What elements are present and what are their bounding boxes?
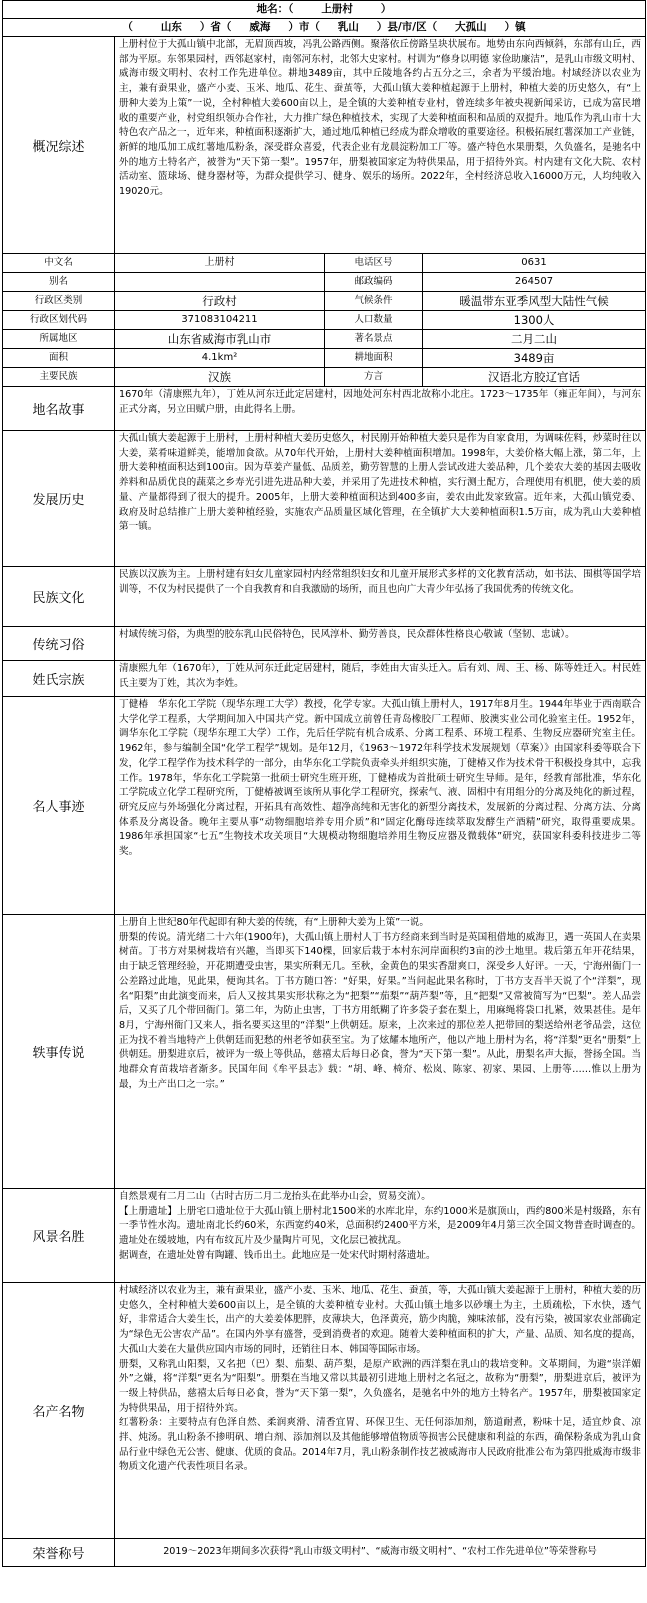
ethnic-value: 汉族	[115, 368, 325, 387]
address-city-unit: ）市（	[288, 21, 320, 33]
celebrity-label: 名人事迹	[3, 697, 115, 915]
address-county: 乳山	[337, 21, 359, 33]
culture-text: 民族以汉族为主。上册村建有妇女儿童家园村内经常组织妇女和儿童开展形式多样的文化教育活动，如书法、围棋等国学培训等，不仅为村民提供了一个自我教育和自我激励的场所，而且也向广大青少年弘扬了我国优秀的传统文化。	[115, 567, 646, 627]
tel-value: 0631	[423, 254, 646, 273]
overview-text: 上册村位于大孤山镇中北部，无眉顶西坡，冯乳公路西侧。聚落依丘傍路呈块状展布。地势由东向西倾斜，东部有山丘，西部为平原。东邻果园村，西邻赵家村，南邻河东村，北邻大史家村。村训为“修身以明德 家俭助廉洁”，是乳山市级文明村、威海市级文明村、农村工作先进单位。耕地3489亩，其中丘陵地各约占五分之三，余者为平缓治地。村域经济以农业为主，兼有蚕果业，盛产小麦、玉米、地瓜、花生、蚕茧等，大孤山镇大姜种植起源于上册村，种植大姜的历史悠久，有“上册种大姜为上策”一说，全村种植大姜600亩以上，是全镇的大姜种植专业村，曾连续多年被央视新闻采访，已成为富民增收的重要产业，村党组织领办合作社，大力推广绿色种植技术，实现了大姜种植面积和品质的双提升。地瓜作为乳山市十大特色农产品之一，近年来，种植面积逐渐扩大，通过地瓜种植已经成为群众增收的重要途径。积极拓展红薯深加工产业链，新鲜的地瓜加工成红薯地瓜粉条，深受群众喜爱，代表企业有龙晨淀粉加工厂等。盛产特色水果册梨，久负盛名，是驰名中外的地方土特名产，被誉为“天下第一梨”。1957年，册梨被国家定为特供果品，用于招待外宾。村内建有文化大院、农村活动室、篮球场、健身器材等，为群众提供学习、健身、娱乐的场所。2022年，全村经济总收入16000万元，人均纯收入19020元。	[115, 37, 646, 254]
gazetteer-table	[2, 0, 646, 1567]
clan-label: 姓氏宗族	[3, 661, 115, 697]
history-label: 发展历史	[3, 431, 115, 567]
place-name-end: ）	[380, 3, 392, 15]
overview-label: 概况综述	[3, 37, 115, 254]
type-label: 行政区类别	[3, 292, 115, 311]
farmland-value: 3489亩	[423, 349, 646, 368]
scenic-section-text: 自然景观有二月二山（古时古历二月二龙抬头在此举办山会，贸易交流）。 【上册遗址】上册宅口遗址位于大孤山镇上册村北1500米的水库北岸，东约1000米是旗顶山，西约800米是村级路，东有一季节性水沟。遗址南北长约60米，东西宽约40米，总面积约2400平方米，是2009年4月第三次全国文物普查时调查的。遗址处在缓坡地，内有布纹瓦片及少量陶片可见，文化层已被扰乱。 据调查，在遗址处曾有陶罐、钱币出土。此地应是一处宋代时期村落遗址。	[115, 1189, 646, 1283]
address-county-unit: ）县/市/区（	[376, 21, 438, 33]
scenic-section-label: 风景名胜	[3, 1189, 115, 1283]
alias-value	[115, 273, 325, 292]
custom-label: 传统习俗	[3, 627, 115, 661]
address-city: 威海	[249, 21, 271, 33]
address-province: 山东	[160, 21, 182, 33]
farmland-label: 耕地面积	[325, 349, 423, 368]
type-value: 行政村	[115, 292, 325, 311]
scenic-label: 著名景点	[325, 330, 423, 349]
code-value: 371083104211	[115, 311, 325, 330]
anecdote-text: 上册自上世纪80年代起即有种大姜的传统，有“上册种大姜为上策”一说。 册梨的传说。清光绪二十六年(1900年)，大孤山镇上册村人丁书方经商来到当时是英国租借地的威海卫，遇一英国人在卖果树苗。丁书方对果树栽培有兴趣，当即买下140棵，回家后栽于本村东河岸面积约3亩的沙土地里。栽后第五年开花结果，由于缺乏管理经验，开花期遭受虫害，果实所剩无几。至秋，金黄色的果实香甜爽口，深受乡人好评。一天，宁海州衙门一公差路过此地，见此果，便询其名。丁书方随口答：“好果，好果。”当问起此果名称时，丁书方支吾半天说了个“洋梨”，现名“阳梨”由此演变而来，后人又按其果实形状称之为“把梨”“茄梨”“葫芦梨”等，且“把梨”又常被简写为“巴梨”。差人品尝后，又买了几个带回衙门。第二年，为防止虫害，丁书方用纸糊了许多袋子套在梨上，用麻绳将袋口扎紧，效果甚佳。是年8月，宁海州衙门又来人，指名要买这里的“洋梨”上供朝廷。原来，上次来过的那位差人把带回的梨送给州老爷品尝，这位正为找不着当地特产上供朝廷而犯愁的州老爷如获至宝。为了炫耀本地所产，他以产地上册村为名，将“洋梨”更名“册梨”上供朝廷。册梨进京后，被评为一级上等供品，慈禧太后每日必食，誉为“天下第一梨”。从此，册梨名声大振，誉扬全国。当地群众育苗栽培者渐多。民国年间《牟平县志》载：“胡、峰、椅夼、松岚、陈家、初家、果园、上册等……惟以上册为最，为土产出口之一宗。”	[115, 915, 646, 1189]
address-open: （	[122, 21, 133, 33]
ethnic-label: 主要民族	[3, 368, 115, 387]
anecdote-label: 轶事传说	[3, 915, 115, 1189]
dialect-value: 汉语北方胶辽官话	[423, 368, 646, 387]
story-text: 1670年（清康熙九年），丁姓从河东迁此定居建村，因地处河东村西北故称小北庄。1723～1735年（雍正年间），与河东正式分离，另立田赋户册，由此得名上册。	[115, 387, 646, 431]
population-label: 人口数量	[325, 311, 423, 330]
clan-text: 清康熙九年（1670年），丁姓从河东迁此定居建村，随后，李姓由大宙头迁入。后有刘、周、王、杨、陈等姓迁入。村民姓氏主要为丁姓，其次为李姓。	[115, 661, 646, 697]
place-name-label: 地名：（	[256, 3, 294, 15]
place-name-header	[3, 1, 646, 19]
history-text: 大孤山镇大姜起源于上册村，上册村种植大姜历史悠久，村民刚开始种植大姜只是作为自家食用，为调味佐料，炒菜时往以大姜，菜肴味道鲜美，能增加食欲。从70年代开始，上册村大姜种植面积增加。1998年，大姜价格大幅上涨，第二年，上册大姜种植面积达到100亩。因为草姜产量低、品质差，勤劳智慧的上册人尝试改进大姜品种，几个姜农大姜的基因去吸收养料和品质优良的蔬菜之乡寿光引进先进品种大姜，并采用了先进技术种植，实行测土配方，合理使用有机肥，使大姜的质量、产量都得到了很大的提升。2005年，上册大姜种植面积达到400多亩，姜农由此发家致富。近年来，大孤山镇党委、政府及时总结推广上册大姜种植经验，实施农产品质量区域化管理，在全镇扩大大姜种植面积1.5万亩，成为乳山大姜种植第一镇。	[115, 431, 646, 567]
place-name-value: 上册村	[321, 3, 353, 15]
alias-label: 别名	[3, 273, 115, 292]
celebrity-text: 丁健椿 华东化工学院（现华东理工大学）教授，化学专家。大孤山镇上册村人，1917年8月生。1944年毕业于西南联合大学化学工程系，大学期间加入中国共产党。新中国成立前曾任青岛橡胶厂工程师、胶澳实业公司化验室主任。1952年，调华东化工学院（现华东理工大学）工作，先后任学院有机合成系、分离工程系、环境工程系、生物反应器研究室主任。1962年，参与编制全国“化学工程学”规划。是年12月，《1963～1972年科学技术发展规划（草案）》由国家科委等联合下发，化学工程学作为技术科学的一部分，由华东化工学院负责牵头并组织实施，丁健椿又作为技术骨干积极投身其中，忘我工作。1978年，华东化工学院第一批硕士研究生班开班，丁健椿成为首批硕士研究生导师。是年，经教育部批准，华东化工学院成立化学工程研究所，丁健椿被调至该所从事化学工程研究，探索气、液、固相中有用组分的分离及纯化的新过程，研究反应与外场强化分离过程，开拓具有高效性、超净高纯和无害化的新型分离技术，发展新的分离过程、分离方法、分离体系及分离设备。晚年主要从事“动物细胞培养专用介质”和“固定化酶母连续萃取发酵生产酒精”研究，取得重要成果。1986年承担国家“七五”生物技术攻关项目“大规模动物细胞培养用生物反应器及微载体”研究，获国家科委科技进步二等奖。	[115, 697, 646, 915]
climate-value: 暖温带东亚季风型大陆性气候	[423, 292, 646, 311]
dialect-label: 方言	[325, 368, 423, 387]
story-label: 地名故事	[3, 387, 115, 431]
scenic-value: 二月二山	[423, 330, 646, 349]
address-province-unit: ）省（	[199, 21, 232, 33]
custom-text: 村域传统习俗，为典型的胶东乳山民俗特色，民风淳朴、勤劳善良，民众群体性格良心敬诚（坚韧、忠诚）。	[115, 627, 646, 661]
population-value: 1300人	[423, 311, 646, 330]
area-label: 面积	[3, 349, 115, 368]
postcode-value: 264507	[423, 273, 646, 292]
cn-name-label: 中文名	[3, 254, 115, 273]
tel-label: 电话区号	[325, 254, 423, 273]
products-text: 村域经济以农业为主，兼有蚕果业，盛产小麦、玉米、地瓜、花生、蚕茧，等，大孤山镇大姜起源于上册村，种植大姜的历史悠久，全村种植大姜600亩以上，是全镇的大姜种植专业村。大孤山镇土地多以砂壤土为主，土质疏松，下水快，透气好，非常适合大姜生长，出产的大姜姜体肥胖，皮薄块大，色泽黄亮，筋少肉脆，辣味浓郁，没有污染，被国家农业部确定为“绿色无公害农产品”。在国内外享有盛誉，受到消费者的欢迎。随着大姜种植面积的扩大，产量、品质、知名度的提高，大孤山大姜在大量供应国内市场的同时，还销往日本、韩国等国际市场。 册梨，又称乳山阳梨，又名把（巴）梨、茄梨、葫芦梨，是原产欧洲的西洋梨在乳山的栽培变种。文革期间，为避“崇洋媚外”之嫌，将“洋梨”更名为“阳梨”。册梨在当地又常以其最初引进地上册村之名冠之，故称为“册梨”，册梨进京后，被评为一级上特供品，慈禧太后每日必食，誉为“天下第一梨”，久负盛名，是驰名中外的地方土特名产。1957年，册梨被国家定为特供果品，用于招待外宾。 红薯粉条：主要特点有色泽自然、柔润爽滑、清香宜胃、环保卫生、无任何添加剂，筋道耐煮，粉味十足，适宜炒食、凉拌、炖汤。乳山粉条不掺明矾、增白剂、添加剂以及其他能够增值物质等损害公民健康和利益的东西，确保粉条成为乳山食品行业中绿色无公害、健康、优质的食品。2014年7月，乳山粉条制作技艺被威海市人民政府批准公布为第四批威海市级非物质文化遗产代表性项目名录。	[115, 1283, 646, 1539]
address-header	[3, 19, 646, 37]
postcode-label: 邮政编码	[325, 273, 423, 292]
climate-label: 气候条件	[325, 292, 423, 311]
region-label: 所属地区	[3, 330, 115, 349]
code-label: 行政区划代码	[3, 311, 115, 330]
cn-name-value: 上册村	[115, 254, 325, 273]
region-value: 山东省威海市乳山市	[115, 330, 325, 349]
address-town-unit: ）镇	[504, 21, 526, 33]
honor-text: 2019～2023年期间多次获得“乳山市级文明村”、“威海市级文明村”、“农村工作先进单位”等荣誉称号	[115, 1539, 646, 1567]
culture-label: 民族文化	[3, 567, 115, 627]
address-town: 大孤山	[455, 21, 487, 33]
area-value: 4.1km²	[115, 349, 325, 368]
products-label: 名产名物	[3, 1283, 115, 1539]
honor-label: 荣誉称号	[3, 1539, 115, 1567]
